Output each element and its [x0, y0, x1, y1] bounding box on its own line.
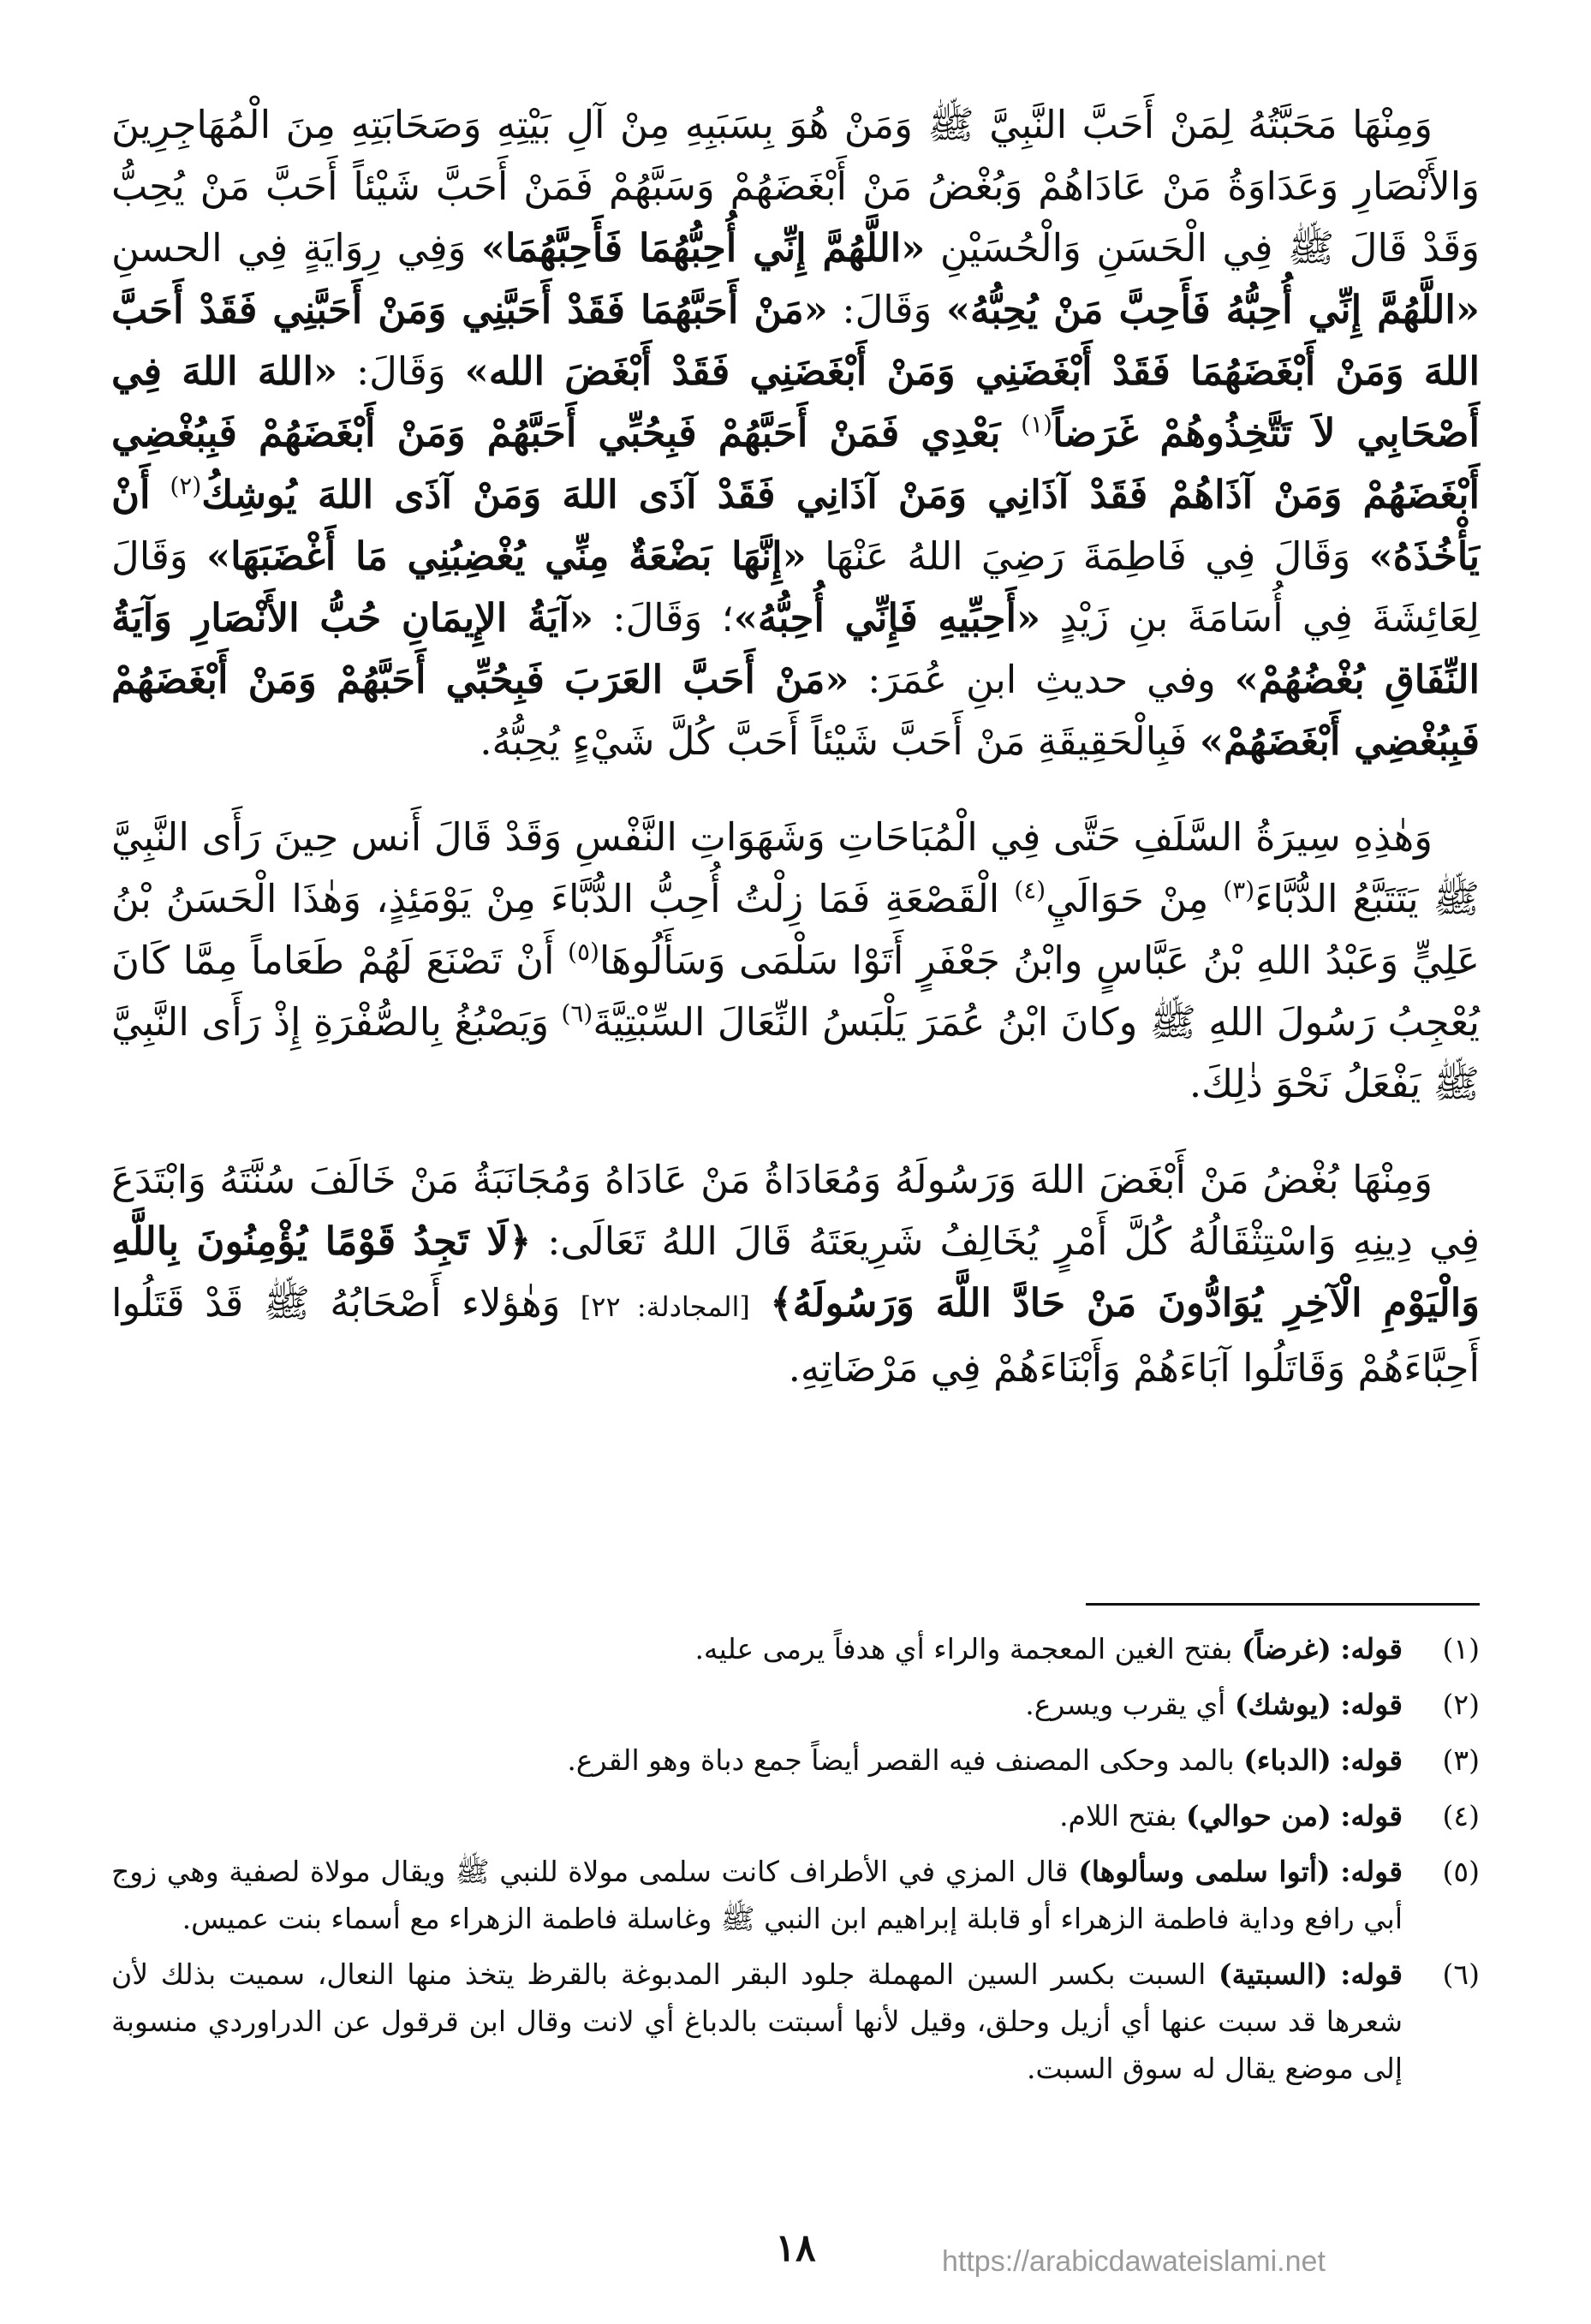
- footnote-label: قوله:: [1340, 1688, 1403, 1721]
- text-run: مِنْ حَوَالَيِ: [1046, 876, 1209, 921]
- watermark-url[interactable]: https://arabicdawateislami.net: [942, 2245, 1326, 2278]
- hadith-quote: «آيَةُ الإِيمَانِ حُبُّ الأَنْصَارِ وَآيَةُ النِّفَاقِ بُغْضُهُمْ»: [111, 595, 1481, 702]
- footnote-number: (١): [1442, 1632, 1480, 1666]
- text-run: وَيَصْبُغُ بِالصُّفْرَةِ إِذْ رَأَى النَّبِيَّ ﷺ يَفْعَلُ نَحْوَ ذٰلِكَ.: [111, 999, 1480, 1106]
- text-run: وَقَالَ لِعَائِشَةَ فِي أُسَامَةَ بنِ زَيْدٍ: [111, 533, 1481, 641]
- hadith-quote: «اللهَ اللهَ فِي أَصْحَابِي لاَ تَتَّخِذُوهُمْ غَرَضاً: [111, 349, 1481, 456]
- footnote-text: [111, 1951, 1403, 2092]
- footnote-item: [111, 1848, 1480, 1942]
- text-run: أَنْ تَصْنَعَ لَهُمْ طَعَاماً مِمَّا كَانَ يُعْجِبُ رَسُولَ اللهِ ﷺ وكانَ ابْنُ عُمَرَ يَلْبَسُ النِّعَالَ السِّبْتِيَّةَ: [111, 938, 1481, 1045]
- footnote-term: (من حوالي): [1186, 1799, 1332, 1832]
- text-run: وَقَالَ فِي فَاطِمَةَ رَضِيَ اللهُ عَنْهَا: [825, 533, 1351, 579]
- verse-reference: [المجادلة: ٢٢]: [580, 1290, 750, 1323]
- text-run: وفي حديثِ ابنِ عُمَرَ:: [867, 657, 1216, 702]
- footnote-number: (٣): [1442, 1743, 1480, 1777]
- text-run: وَقَالَ:: [842, 287, 933, 332]
- hadith-quote: بَعْدِي فَمَنْ أَحَبَّهُمْ فَبِحُبِّي أَحَبَّهُمْ وَمَنْ أَبْغَضَهُمْ فَبِبُغْضِي أَبْغَضَهُمْ وَمَنْ آذَاهُمْ فَقَدْ آذَانِي وَمَنْ آذَانِي فَقَدْ آذَى اللهَ وَمَنْ آذَى اللهَ يُوشِكُ: [111, 410, 1480, 517]
- text-run: وَمِنْهَا مَحَبَّتُهُ لِمَنْ أَحَبَّ النَّبِيَّ ﷺ وَمَنْ هُوَ بِسَبَبِهِ مِنْ آلِ بَيْتِهِ وَصَحَابَتِهِ مِنَ الْمُهَاجِرِينَ وَالأَنْصَارِ وَعَدَاوَةُ مَنْ عَادَاهُمْ وَبُغْضُ مَنْ أَبْغَضَهُمْ وَسَبَّهُمْ فَمَنْ أَحَبَّ شَيْئاً أَحَبَّ مَنْ يُحِبُّ وَقَدْ قَالَ ﷺ فِي الْحَسَنِ وَالْحُسَيْنِ: [111, 102, 1480, 271]
- main-text: [111, 94, 1480, 1433]
- page-number: ١٨: [775, 2226, 816, 2270]
- footnote-text: [111, 1681, 1403, 1728]
- footnote-text: [111, 1848, 1403, 1942]
- footnote-body: قال المزي في الأطراف كانت سلمى مولاة للنبي ﷺ ويقال مولاة لصفية وهي زوج أبي رافع وداية فاطمة الزهراء أو قابلة إبراهيم ابن النبي ﷺ وغاسلة فاطمة الزهراء مع أسماء بنت عميس.: [111, 1855, 1403, 1935]
- footnote-label: قوله:: [1340, 1958, 1403, 1991]
- text-run: وَهٰذِهِ سِيرَةُ السَّلَفِ حَتَّى فِي الْمُبَاحَاتِ وَشَهَوَاتِ النَّفْسِ وَقَدْ قَالَ أَنس حِينَ رَأَى النَّبِيَّ ﷺ يَتَتَبَّعُ الدُّبَّاءَ: [111, 814, 1480, 921]
- hadith-quote: أَنْ يَأْخُذَهُ»: [111, 472, 1481, 579]
- footnote-number: (٢): [1442, 1688, 1480, 1721]
- footnote-body: بفتح الغين المعجمة والراء أي هدفاً يرمى عليه.: [694, 1632, 1233, 1666]
- footnote-marker[interactable]: (٥): [568, 938, 599, 966]
- text-run: ؛ وَقَالَ:: [612, 595, 734, 641]
- footnote-number: (٤): [1442, 1799, 1480, 1832]
- footnote-item: [111, 1681, 1480, 1728]
- paragraph-2: [111, 807, 1480, 1115]
- footnote-body: أي يقرب ويسرع.: [1025, 1688, 1226, 1721]
- footnote-body: بفتح اللام.: [1059, 1799, 1177, 1832]
- footnote-marker[interactable]: (٢): [170, 472, 202, 500]
- paragraph-3: [111, 1149, 1480, 1399]
- hadith-quote: «مَنْ أَحَبَّ العَرَبَ فَبِحُبِّي أَحَبَّهُمْ وَمَنْ أَبْغَضَهُمْ فَبِبُغْضِي أَبْغَضَهُمْ»: [111, 657, 1480, 764]
- hadith-quote: «إِنَّهَا بَضْعَةٌ مِنِّي يُغْضِبُنِي مَا أَغْضَبَهَا»: [206, 533, 807, 579]
- hadith-quote: «أَحِبِّيهِ فَإِنِّي أُحِبُّهُ»: [733, 595, 1041, 641]
- footnotes: [111, 1625, 1480, 2101]
- footnote-marker[interactable]: (١): [1021, 410, 1053, 438]
- footnote-label: قوله:: [1340, 1632, 1403, 1666]
- text-run: وَمِنْهَا بُغْضُ مَنْ أَبْغَضَ اللهَ وَرَسُولَهُ وَمُعَادَاةُ مَنْ عَادَاهُ وَمُجَانَبَةُ مَنْ خَالَفَ سُنَّتَهُ وَابْتَدَعَ فِي دِينِهِ وَاسْتِثْقَالُهُ كُلَّ أَمْرٍ يُخَالِفُ شَرِيعَتَهُ قَالَ اللهُ تَعَالَى:: [111, 1157, 1480, 1264]
- footnote-number: (٥): [1442, 1855, 1480, 1888]
- footnote-body: بالمد وحكى المصنف فيه القصر أيضاً جمع دباة وهو القرع.: [567, 1743, 1235, 1777]
- text-run: الْقَصْعَةِ فَمَا زِلْتُ أُحِبُّ الدُّبَّاءَ مِنْ يَوْمَئِذٍ، وَهٰذَا الْحَسَنُ بْنُ عَلِيٍّ وَعَبْدُ اللهِ بْنُ عَبَّاسٍ وابْنُ جَعْفَرٍ أَتَوْا سَلْمَى وَسَأَلُوهَا: [111, 876, 1480, 983]
- footnote-text: [111, 1625, 1403, 1672]
- footnote-marker[interactable]: (٦): [561, 999, 593, 1028]
- footnote-item: [111, 1792, 1480, 1839]
- text-run: وَقَالَ:: [355, 349, 446, 394]
- text-run: وَهٰؤلاء أَصْحَابُهُ ﷺ قَدْ قَتَلُوا أَحِبَّاءَهُمْ وَقَاتَلُوا آبَاءَهُمْ وَأَبْنَاءَهُمْ فِي مَرْضَاتِهِ.: [111, 1280, 1480, 1391]
- footnote-term: (غرضاً): [1241, 1632, 1332, 1666]
- footnote-label: قوله:: [1340, 1855, 1403, 1888]
- text-run: فَبِالْحَقِيقَةِ مَنْ أَحَبَّ شَيْئاً أَحَبَّ كُلَّ شَيْءٍ يُحِبُّهُ.: [480, 718, 1188, 764]
- hadith-quote: «اللَّهُمَّ إِنِّي أُحِبُّهُ فَأَحِبَّ مَنْ يُحِبُّهُ»: [945, 287, 1480, 332]
- paragraph-1: [111, 94, 1480, 772]
- footnote-number: (٦): [1442, 1958, 1480, 1991]
- footnote-body: السبت بكسر السين المهملة جلود البقر المدبوغة بالقرظ يتخذ منها النعال، سميت بذلك لأن شعرها قد سبت عنها أي أزيل وحلق، وقيل لأنها أسبتت بالدباغ أي لانت وقال ابن قرقول عن الدراوردي منسوبة إلى موضع يقال له سوق السبت.: [111, 1958, 1403, 2085]
- footnote-term: (السبتية): [1219, 1958, 1328, 1991]
- hadith-quote: «مَنْ أَحَبَّهُمَا فَقَدْ أَحَبَّنِي وَمَنْ أَحَبَّنِي فَقَدْ أَحَبَّ اللهَ وَمَنْ أَبْغَضَهُمَا فَقَدْ أَبْغَضَنِي وَمَنْ أَبْغَضَنِي فَقَدْ أَبْغَضَ الله»: [111, 287, 1481, 394]
- footnote-separator: [1086, 1603, 1480, 1606]
- footnote-label: قوله:: [1340, 1799, 1403, 1832]
- footnote-text: [111, 1737, 1403, 1784]
- footnote-label: قوله:: [1340, 1743, 1403, 1777]
- quran-verse: ﴿لَا تَجِدُ قَوْمًا يُؤْمِنُونَ بِاللَّهِ وَالْيَوْمِ الْآخِرِ يُوَادُّونَ مَنْ حَادَّ اللَّهَ وَرَسُولَهُ﴾: [111, 1219, 1480, 1326]
- footnote-marker[interactable]: (٤): [1014, 876, 1046, 904]
- footnote-text: [111, 1792, 1403, 1839]
- text-run: وَفِي رِوَايَةٍ فِي الحسنِ: [111, 225, 467, 271]
- footnote-term: (الدباء): [1243, 1743, 1332, 1777]
- footnote-term: (أتوا سلمى وسألوها): [1078, 1855, 1331, 1888]
- footnote-item: [111, 1625, 1480, 1672]
- footnote-term: (يوشك): [1234, 1688, 1332, 1721]
- hadith-quote: «اللَّهُمَّ إِنِّي أُحِبُّهُمَا فَأَحِبَّهُمَا»: [480, 225, 926, 271]
- footnote-marker[interactable]: (٣): [1223, 876, 1255, 904]
- footnote-item: [111, 1951, 1480, 2092]
- footnote-item: [111, 1737, 1480, 1784]
